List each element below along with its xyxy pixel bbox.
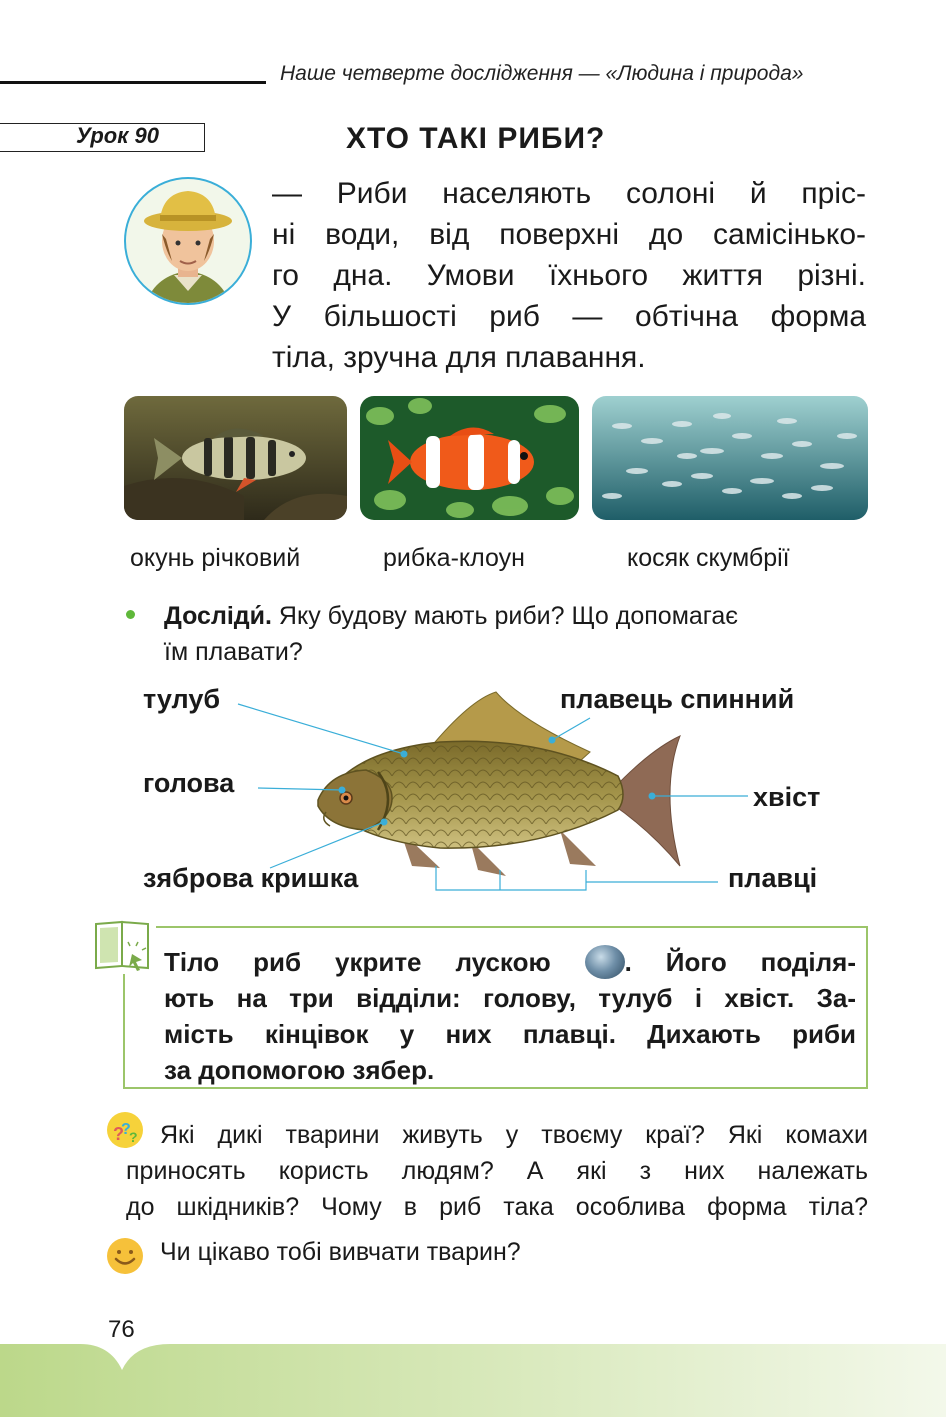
explore-question-2: їм плавати? — [164, 638, 303, 666]
boy-in-hat-illustration — [126, 179, 250, 303]
intro-line: тіла, зручна для плавання. — [272, 341, 646, 374]
caption-clownfish: рибка-клоун — [383, 544, 525, 572]
discussion-questions — [126, 1117, 868, 1225]
lesson-label: Урок 90 — [76, 123, 159, 148]
reflection-question: Чи цікаво тобі вивчати тварин? — [160, 1238, 521, 1266]
bullet-dot — [126, 610, 135, 619]
page-number: 76 — [108, 1316, 135, 1343]
photo-mackerel-school — [592, 396, 868, 520]
intro-line: го дна. Умови їхнього життя різні. — [272, 259, 866, 292]
facts-line — [164, 944, 856, 980]
label-dorsal-fin: плавець спинний — [560, 684, 795, 714]
label-tail: хвіст — [753, 782, 821, 812]
photo-river-perch — [124, 396, 347, 520]
facts-line-1a: Тіло риб укрите лускою — [164, 947, 585, 977]
lesson-title: ХТО ТАКІ РИБИ? — [346, 122, 606, 155]
explore-task — [164, 598, 868, 670]
label-head: голова — [143, 768, 235, 798]
footer-decoration — [0, 1340, 946, 1417]
key-facts-text — [164, 944, 856, 1088]
facts-line: за допомогою зябер. — [164, 1055, 435, 1085]
intro-line: У більшості риб — обтічна форма — [272, 300, 866, 333]
explore-lead: Досліди́. — [164, 602, 272, 630]
caption-mackerel: косяк скумбрії — [627, 544, 790, 572]
svg-text:?: ? — [129, 1129, 138, 1145]
question-line: до шкідників? Чому в риб така особлива форма тіла? — [126, 1193, 868, 1221]
intro-paragraph — [272, 173, 866, 378]
facts-line: ють на три відділи: голову, тулуб і хвіст. За- — [164, 983, 856, 1013]
svg-text:?: ? — [121, 1121, 131, 1138]
label-body: тулуб — [143, 684, 221, 714]
facts-line: мість кінцівок у них плавці. Дихають риби — [164, 1019, 856, 1049]
photo-clownfish — [360, 396, 579, 520]
svg-text:?: ? — [113, 1124, 124, 1144]
book-icon — [92, 916, 156, 974]
explore-question-1: Яку будову мають риби? Що допомагає — [271, 602, 739, 630]
question-line: Які дикі тварини живуть у твоєму краї? Які комахи — [160, 1121, 868, 1149]
question-line: приносять користь людям? А які з них належать — [126, 1157, 868, 1185]
running-title: Наше четверте дослідження — «Людина і природа» — [280, 62, 804, 85]
label-fins: плавці — [728, 863, 818, 893]
facts-line-1b: . Його поділя- — [624, 947, 856, 977]
caption-river-perch: окунь річковий — [130, 544, 301, 572]
header-rule — [0, 81, 266, 84]
label-gill-cover: зяброва кришка — [143, 863, 359, 893]
intro-line: ні води, від поверхні до самісінько- — [272, 218, 866, 251]
smile-icon — [105, 1236, 145, 1276]
fish-scale-icon — [585, 945, 625, 979]
intro-line: — Риби населяють солоні й пріс- — [272, 177, 866, 210]
explorer-avatar — [124, 177, 252, 305]
